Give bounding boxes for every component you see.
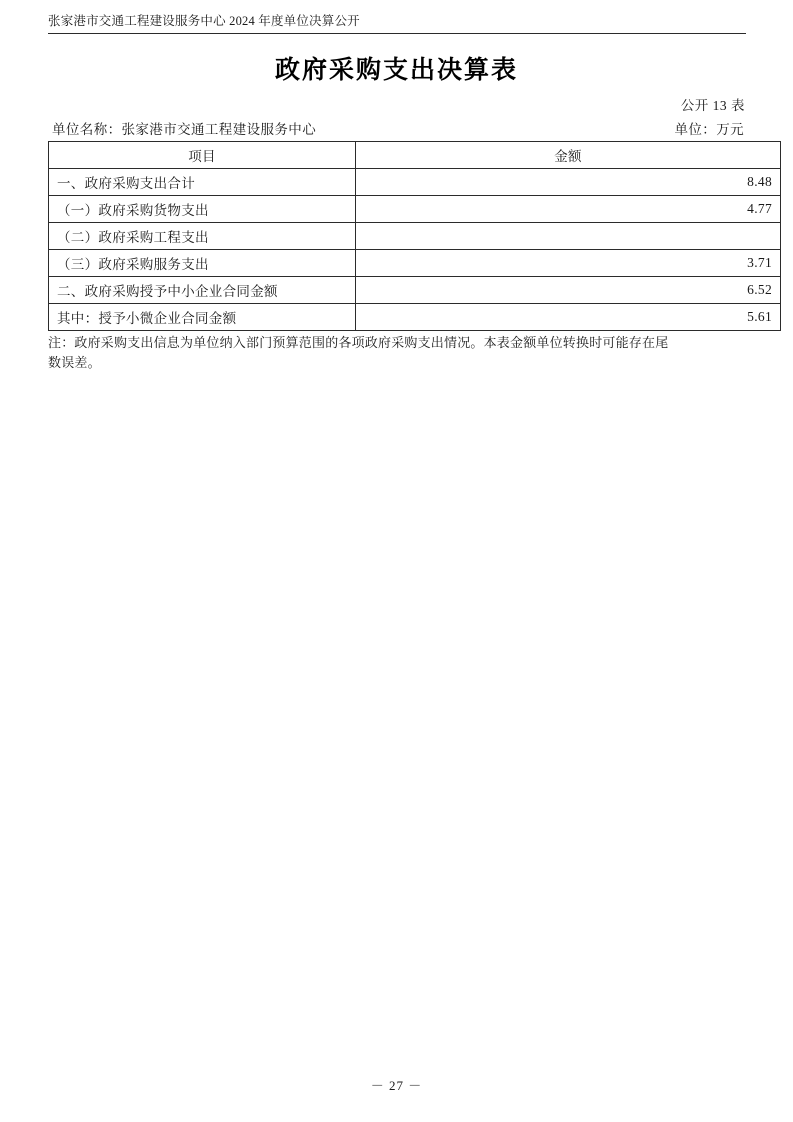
row-item-label: 其中：授予小微企业合同金额 (49, 304, 356, 331)
table-row (49, 304, 781, 331)
meta-row (48, 118, 746, 138)
amount-unit-label: 单位：万元 (674, 122, 744, 137)
table-note (48, 333, 748, 373)
unit-name-label: 单位名称：张家港市交通工程建设服务中心 (52, 122, 317, 137)
note-line-2: 数误差。 (48, 355, 101, 370)
row-amount-value: 6.52 (356, 277, 781, 304)
column-header-item: 项目 (49, 142, 356, 169)
row-item-label: （一）政府采购货物支出 (49, 196, 356, 223)
column-header-amount: 金额 (356, 142, 781, 169)
table-row (49, 169, 781, 196)
page-header (48, 12, 746, 34)
table-row (49, 223, 781, 250)
row-amount-value: 5.61 (356, 304, 781, 331)
row-amount-value: 8.48 (356, 169, 781, 196)
table-header-row (49, 142, 781, 169)
row-amount-value: 4.77 (356, 196, 781, 223)
form-number: 公开 13 表 (680, 98, 745, 113)
budget-table-container (48, 141, 772, 331)
note-line-1: 注：政府采购支出信息为单位纳入部门预算范围的各项政府采购支出情况。本表金额单位转换时可能存在尾 (48, 335, 669, 350)
row-amount-value: 3.71 (356, 250, 781, 277)
table-body (49, 169, 781, 331)
running-title: 张家港市交通工程建设服务中心 2024 年度单位决算公开 (48, 14, 360, 28)
page-title: 政府采购支出决算表 (274, 55, 518, 84)
page-number: － 27 － (370, 1078, 423, 1093)
row-item-label: 一、政府采购支出合计 (49, 169, 356, 196)
table-row (49, 250, 781, 277)
procurement-expenditure-table (48, 141, 781, 331)
table-row (49, 277, 781, 304)
row-item-label: 二、政府采购授予中小企业合同金额 (49, 277, 356, 304)
table-row (49, 196, 781, 223)
row-amount-value (356, 223, 781, 250)
row-item-label: （三）政府采购服务支出 (49, 250, 356, 277)
row-item-label: （二）政府采购工程支出 (49, 223, 356, 250)
header-divider (48, 33, 746, 34)
